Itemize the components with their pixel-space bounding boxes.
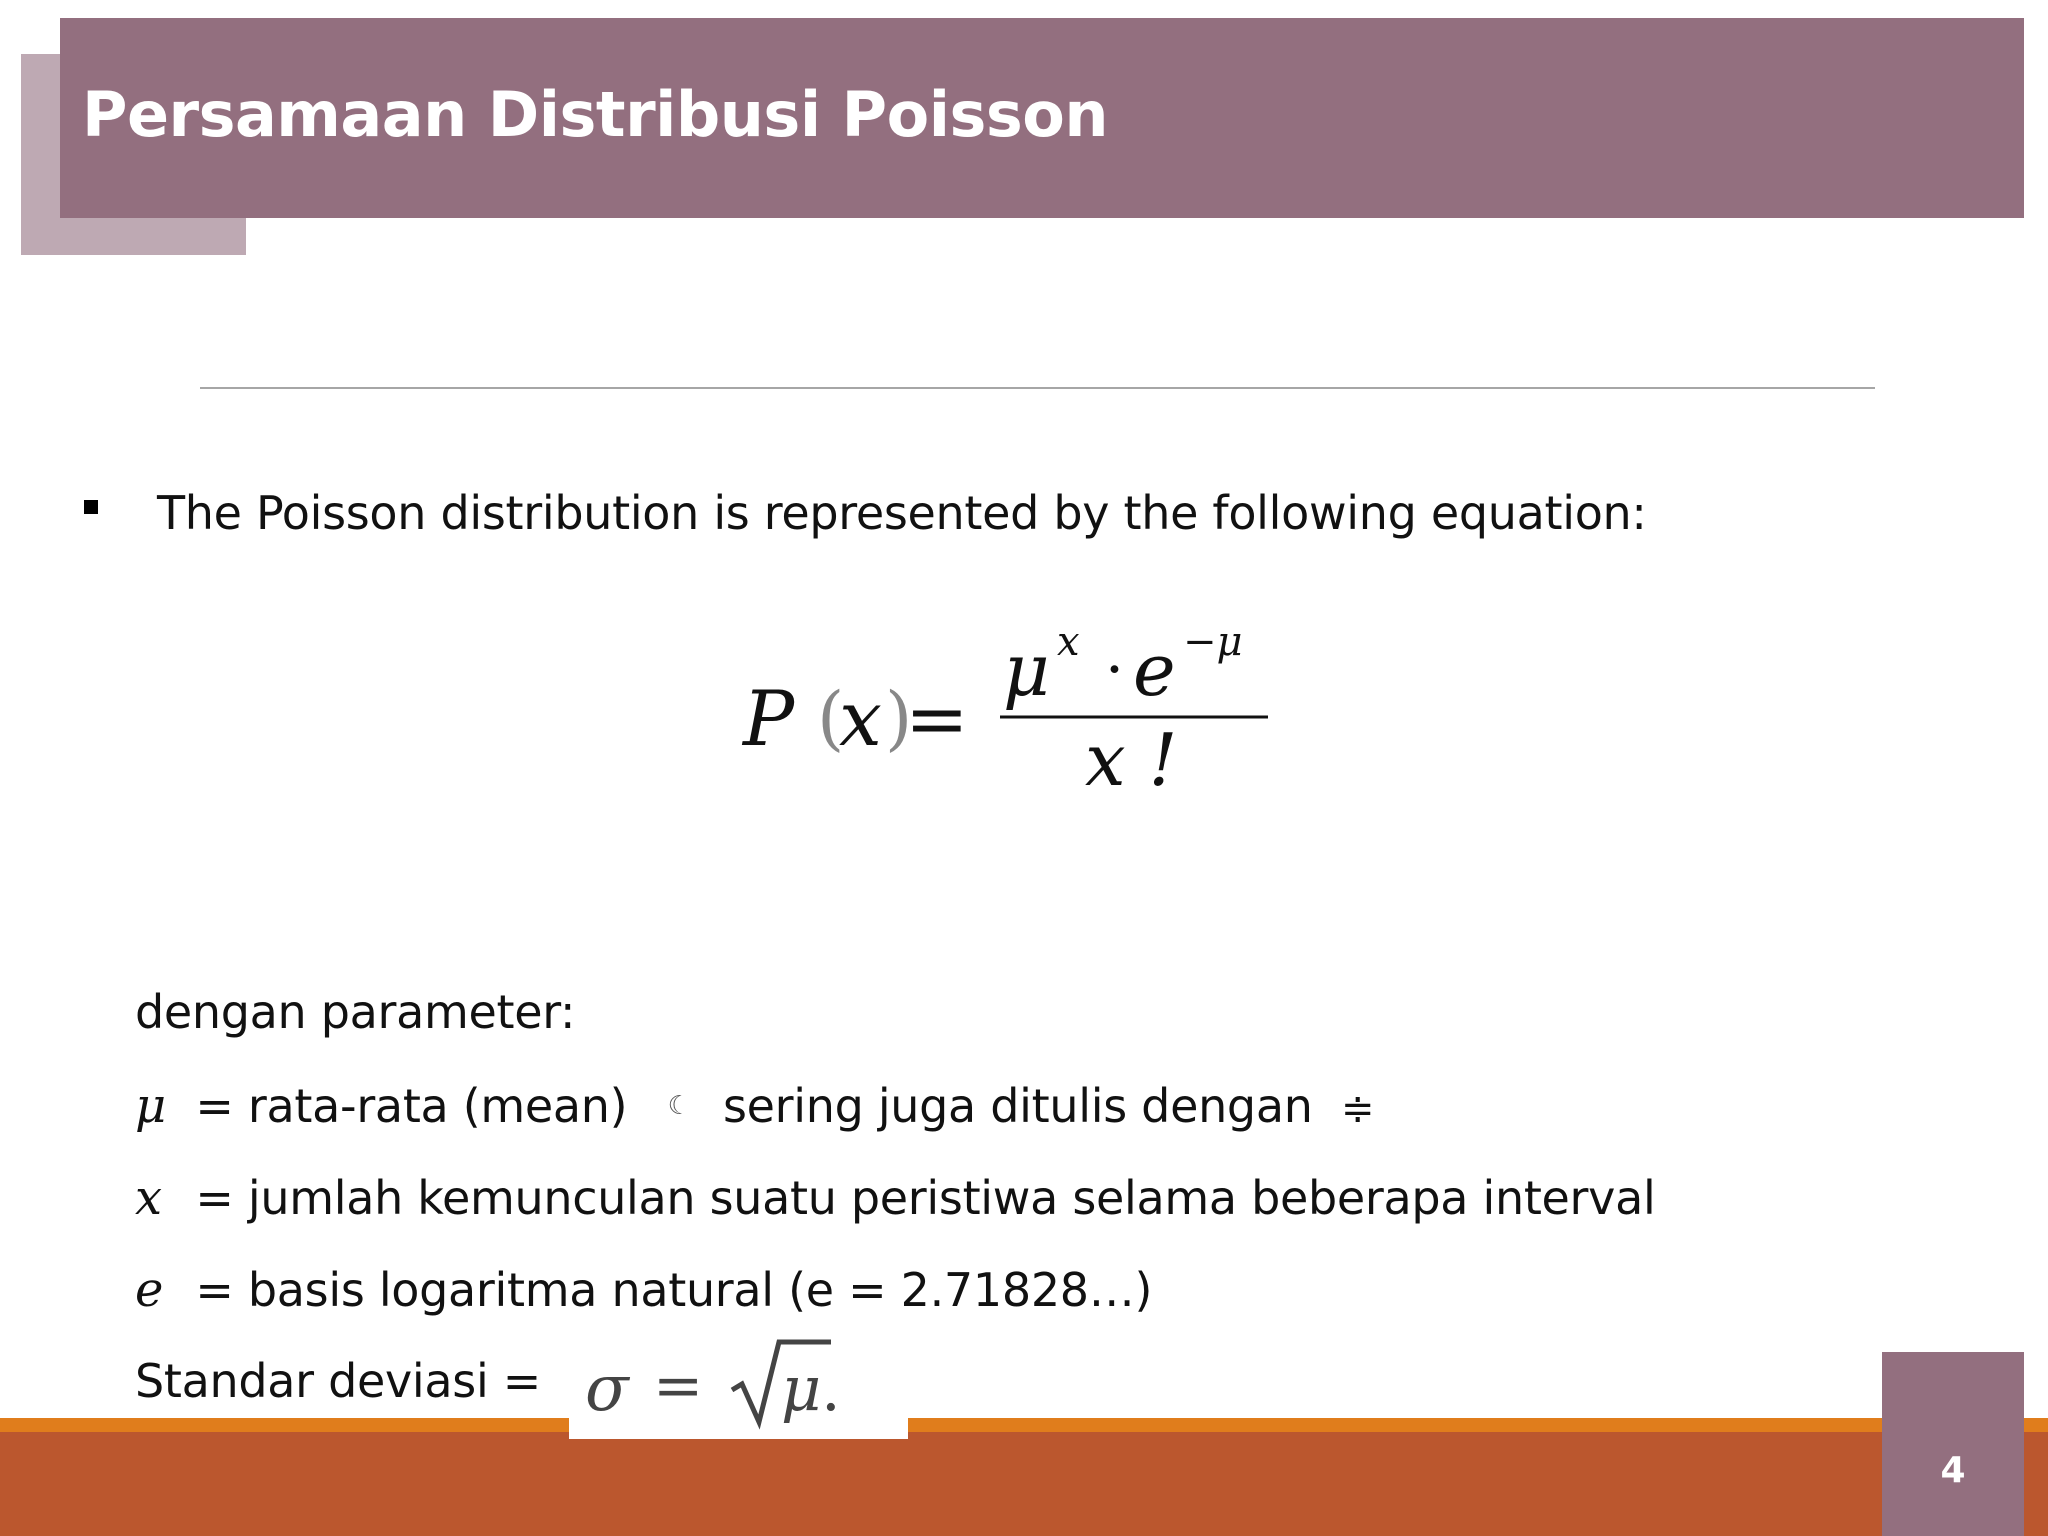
mu-note: sering juga ditulis dengan: [722, 1079, 1313, 1133]
bullet-square-icon: [84, 500, 98, 514]
sqrt-mu: μ: [781, 1352, 822, 1425]
mu-description: = rata-rata (mean): [195, 1079, 628, 1133]
formula-dot: ·: [1105, 635, 1125, 705]
formula-exponent-neg-mu: −μ: [1183, 620, 1243, 665]
footer-stripe: [0, 1418, 2048, 1432]
sigma-equals: =: [653, 1351, 704, 1421]
divider-line: [200, 387, 1875, 389]
formula-equals: =: [905, 674, 969, 763]
formula-denominator: x !: [1085, 718, 1178, 802]
poisson-formula: [735, 620, 1295, 810]
formula-paren-right: ): [885, 677, 913, 759]
mu-symbol: μ: [135, 1078, 166, 1134]
param-x-line: [135, 1170, 1655, 1226]
formula-e: e: [1133, 628, 1176, 712]
e-symbol: e: [135, 1262, 164, 1318]
parameters-heading: dengan parameter:: [135, 985, 576, 1039]
x-symbol: x: [135, 1170, 162, 1226]
param-mu-line: [135, 1078, 1374, 1134]
formula-mu: μ: [1003, 628, 1050, 712]
e-description: = basis logaritma natural (e = 2.71828…): [195, 1263, 1153, 1317]
x-description: = jumlah kemunculan suatu peristiwa selama beberapa interval: [195, 1171, 1656, 1225]
footer-bar: [0, 1432, 2048, 1536]
formula-function-p: P: [743, 674, 795, 763]
std-dev-label: Standar deviasi =: [135, 1354, 542, 1408]
bullet-text: The Poisson distribution is represented by the following equation:: [157, 486, 1647, 540]
slide-title: Persamaan Distribusi Poisson: [82, 78, 1108, 151]
moon-icon: ☾: [667, 1091, 691, 1121]
sigma-symbol: σ: [585, 1352, 629, 1426]
formula-variable-x: x: [839, 674, 882, 763]
param-e-line: [135, 1262, 1152, 1318]
std-dev-formula: [569, 1338, 908, 1439]
page-number-box: [1882, 1352, 2024, 1536]
sigma-period: .: [821, 1352, 841, 1425]
formula-exponent-x: x: [1057, 620, 1080, 665]
formula-paren-left: (: [817, 677, 845, 759]
page-number: 4: [1940, 1450, 1966, 1491]
approx-symbol-icon: ≑: [1340, 1086, 1375, 1132]
